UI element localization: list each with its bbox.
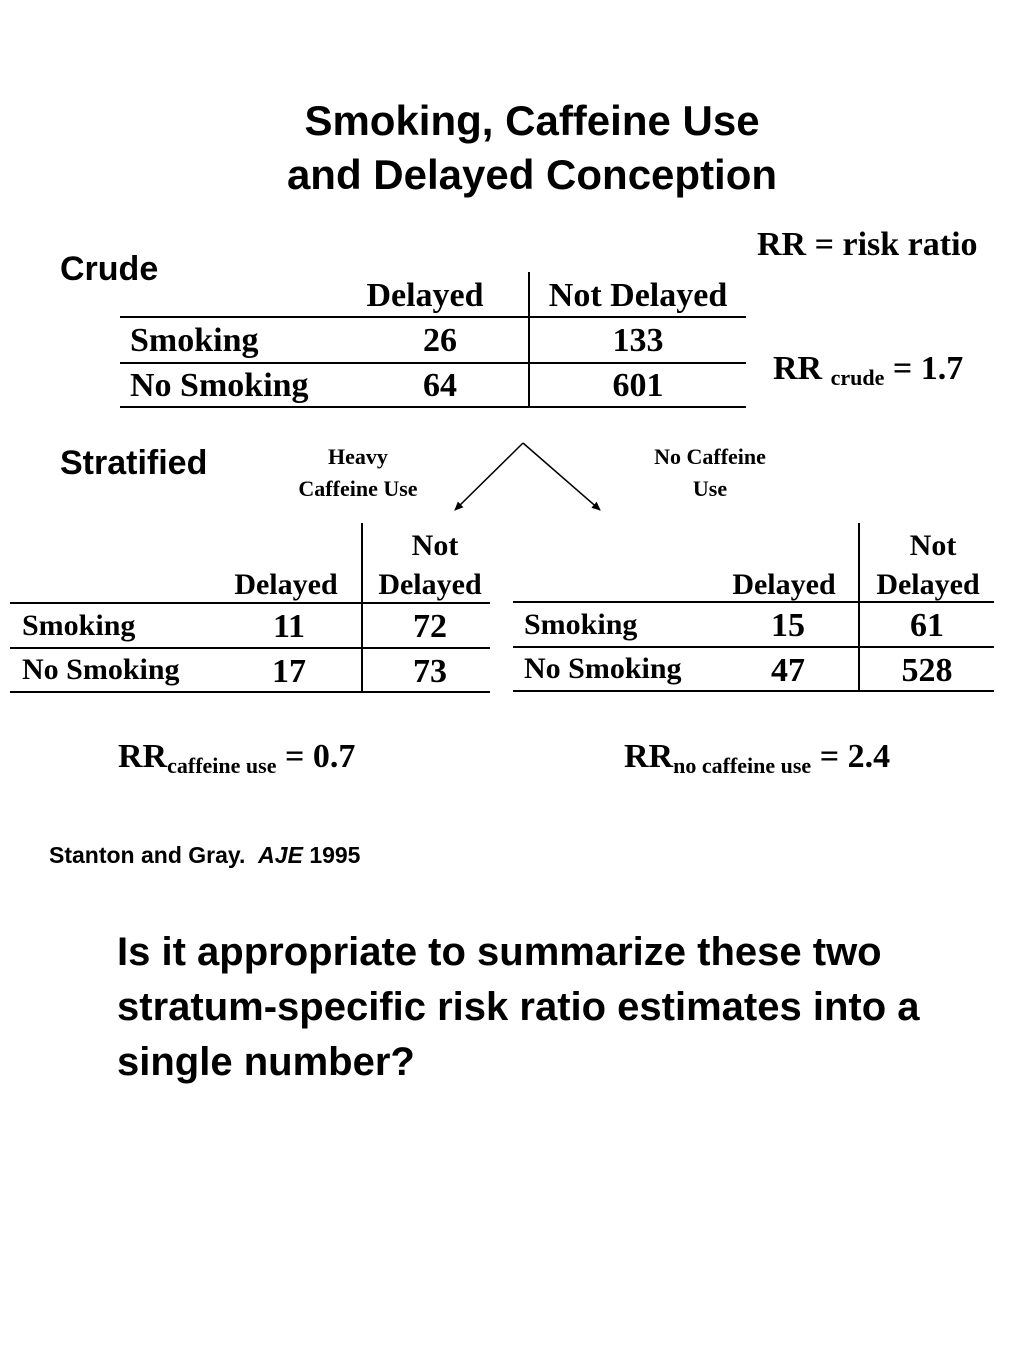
question-text: Is it appropriate to summarize these two stratum-specific risk ratio estimates into a single number? — [117, 930, 920, 1084]
rr-definition: = risk ratio — [814, 226, 978, 263]
crude-cell: 26 — [423, 322, 457, 359]
source-citation — [49, 842, 360, 869]
rr-caffeine-prefix: RR — [118, 738, 168, 775]
crude-cell: 133 — [612, 322, 664, 359]
heavy-cell: 17 — [272, 653, 306, 690]
heavy-row-label: No Smoking — [22, 653, 180, 686]
nocaf-cell: 47 — [771, 652, 805, 689]
nocaf-cell: 61 — [910, 607, 944, 644]
nocaf-row-label: No Smoking — [524, 652, 682, 685]
heavy-header-rule — [10, 602, 490, 604]
nocaf-header-not-delayed-1: Not — [909, 529, 957, 562]
nocaf-row-label: Smoking — [524, 608, 638, 641]
heavy-row-rule — [10, 647, 490, 649]
rr-no-caffeine-use — [624, 738, 890, 779]
crude-row-label: Smoking — [130, 322, 259, 359]
arrow-left — [455, 443, 523, 510]
nocaf-vertical-divider — [858, 523, 860, 691]
crude-cell: 601 — [612, 367, 664, 404]
heavy-header-delayed: Delayed — [234, 568, 338, 601]
rr-crude-sub: crude — [830, 365, 885, 390]
split-arrows — [0, 0, 1024, 560]
nocaf-cell: 15 — [771, 607, 805, 644]
no-caffeine-caption-line-2: Use — [692, 476, 728, 501]
nocaf-header-not-delayed-2: Delayed — [876, 568, 980, 601]
heavy-row-label: Smoking — [22, 609, 136, 642]
rr-nocaf-value: = 2.4 — [819, 738, 891, 775]
rr-caffeine-use — [118, 738, 355, 779]
crude-header-delayed: Delayed — [366, 277, 484, 314]
rr-nocaf-sub: no caffeine use — [673, 753, 812, 778]
rr-abbrev: RR — [757, 226, 807, 263]
no-caffeine-caption-line-1: No Caffeine — [654, 444, 766, 469]
heavy-cell: 73 — [413, 653, 447, 690]
nocaf-header-delayed: Delayed — [732, 568, 836, 601]
nocaf-cell: 528 — [901, 652, 953, 689]
crude-cell: 64 — [423, 367, 457, 404]
rr-caffeine-value: = 0.7 — [284, 738, 356, 775]
heavy-cell: 11 — [272, 608, 306, 645]
nocaf-header-rule — [513, 601, 994, 603]
title-line-2: and Delayed Conception — [286, 151, 778, 198]
heavy-header-not-delayed-2: Delayed — [378, 568, 482, 601]
heavy-caffeine-caption-line-1: Heavy — [328, 444, 388, 469]
rr-crude-prefix: RR — [773, 350, 823, 387]
heavy-vertical-divider — [361, 523, 363, 693]
crude-label: Crude — [60, 250, 159, 288]
title-line-1: Smoking, Caffeine Use — [304, 97, 760, 144]
heavy-caffeine-caption-line-2: Caffeine Use — [298, 476, 418, 501]
crude-row-label: No Smoking — [130, 367, 309, 404]
nocaf-row-rule — [513, 646, 994, 648]
source-year: 1995 — [309, 842, 361, 868]
heavy-header-not-delayed-1: Not — [411, 529, 459, 562]
rr-crude-value: = 1.7 — [892, 350, 964, 387]
stratified-label: Stratified — [60, 444, 208, 482]
heavy-cell: 72 — [413, 608, 447, 645]
arrow-right — [523, 443, 600, 510]
rr-caffeine-sub: caffeine use — [167, 753, 277, 778]
source-journal: AJE — [258, 842, 303, 868]
source-authors: Stanton and Gray. — [49, 842, 246, 868]
crude-header-not-delayed: Not Delayed — [548, 277, 728, 314]
rr-nocaf-prefix: RR — [624, 738, 674, 775]
